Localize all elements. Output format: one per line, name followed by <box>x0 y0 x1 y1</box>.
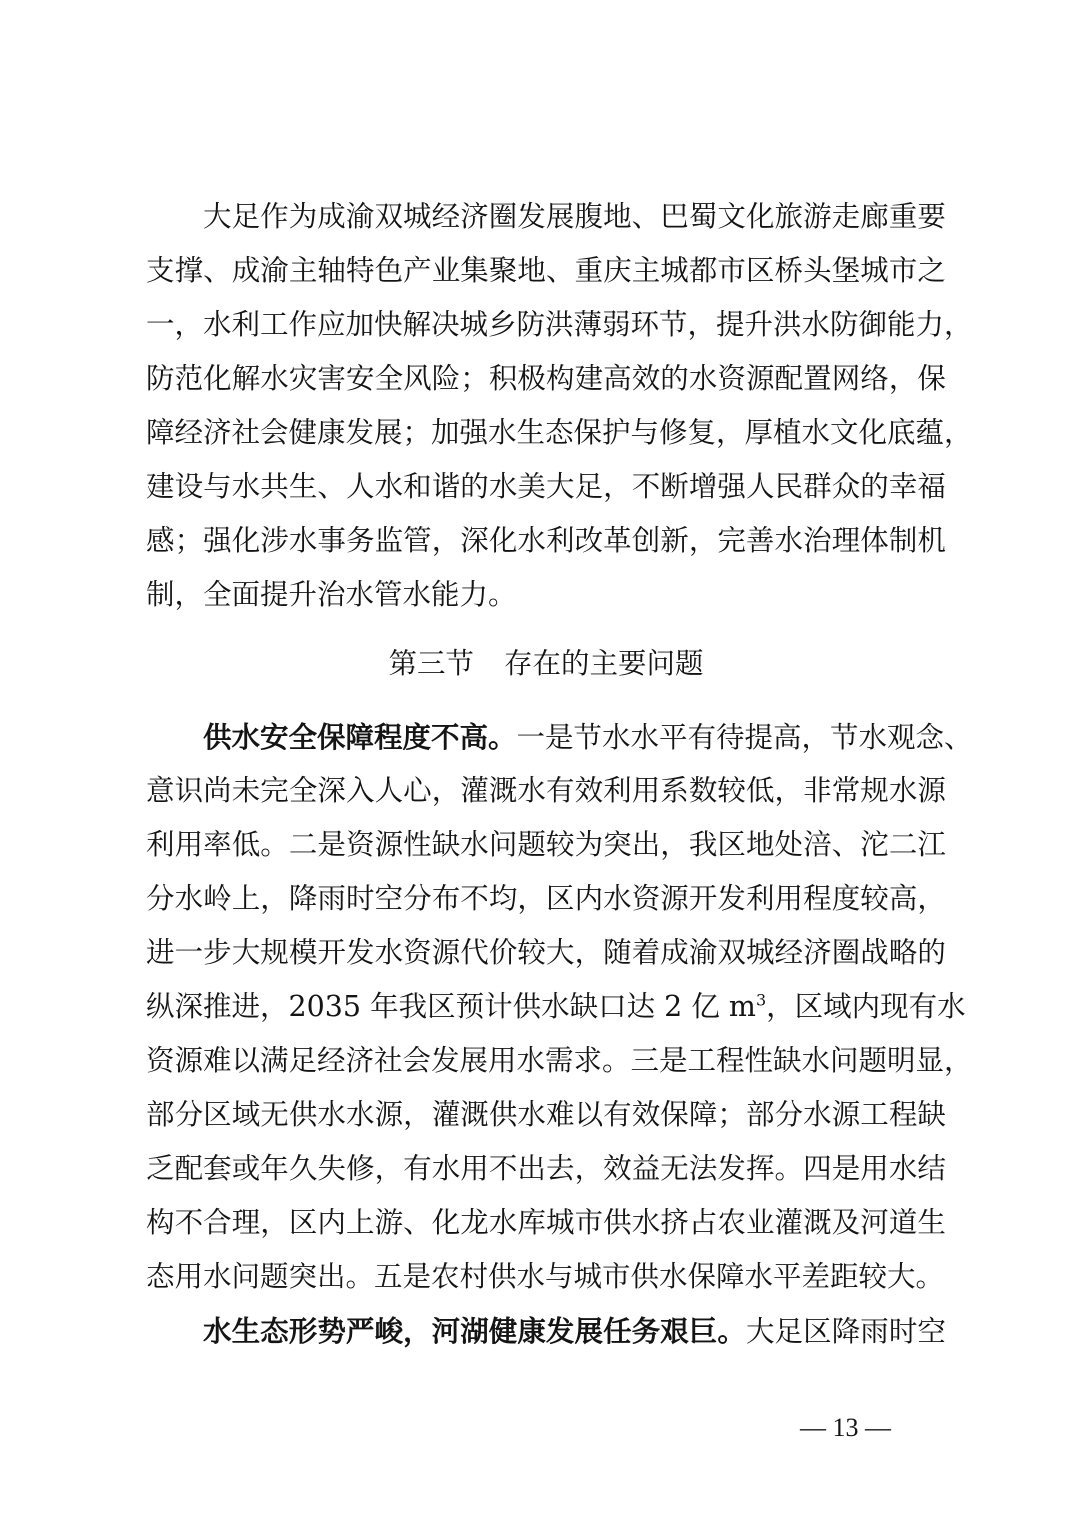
para3-lead: 水生态形势严峻，河湖健康发展任务艰巨。 <box>203 1314 746 1348</box>
page-number: — 13 — <box>800 1413 891 1442</box>
section-title: 存在的主要问题 <box>504 647 704 680</box>
para2-line-7: 资源难以满足经济社会发展用水需求。三是工程性缺水问题明显， <box>146 1044 973 1077</box>
para2 <box>146 710 973 1304</box>
para2-line-11: 态用水问题突出。五是农村供水与城市供水保障水平差距较大。 <box>146 1260 945 1293</box>
para1-line-2: 支撑、成渝主轴特色产业集聚地、重庆主城都市区桥头堡城市之 <box>146 254 946 287</box>
para2-line-2: 意识尚未完全深入人心，灌溉水有效利用系数较低，非常规水源 <box>146 774 946 807</box>
para1-line-7: 感；强化涉水事务监管，深化水利改革创新，完善水治理体制机 <box>146 524 946 557</box>
para2-line-8: 部分区域无供水水源，灌溉供水难以有效保障；部分水源工程缺 <box>146 1098 946 1131</box>
para1-line-8: 制，全面提升治水管水能力。 <box>146 578 517 611</box>
para1-text: 大足作为成渝双城经济圈发展腹地、巴蜀文化旅游走廊重要 <box>203 200 946 233</box>
para1-line-4: 防范化解水灾害安全风险；积极构建高效的水资源配置网络，保 <box>146 362 946 395</box>
section-number: 第三节 <box>388 647 474 680</box>
para1-line-6: 建设与水共生、人水和谐的水美大足，不断增强人民群众的幸福 <box>146 470 946 503</box>
para2-lead: 供水安全保障程度不高。 <box>203 720 517 754</box>
para1-line-1 <box>146 190 946 244</box>
para1-line-5: 障经济社会健康发展；加强水生态保护与修复，厚植水文化底蕴， <box>146 416 973 449</box>
para2-line-1: 供水安全保障程度不高。一是节水水平有待提高，节水观念、 <box>203 720 973 754</box>
body-text <box>146 190 973 1358</box>
para1-line-3: 一，水利工作应加快解决城乡防洪薄弱环节，提升洪水防御能力， <box>146 308 973 341</box>
para2-line-6: 纵深推进，2035 年我区预计供水缺口达 2 亿 $m^3$，区域内现有水 <box>146 990 966 1023</box>
section-heading <box>146 630 946 700</box>
para2-line-10: 构不合理，区内上游、化龙水库城市供水挤占农业灌溉及河道生 <box>146 1206 946 1239</box>
para2-line-3: 利用率低。二是资源性缺水问题较为突出，我区地处涪、沱二江 <box>146 828 946 861</box>
para2-line-4: 分水岭上，降雨时空分布不均，区内水资源开发利用程度较高， <box>146 882 946 915</box>
para3-line-1: 水生态形势严峻，河湖健康发展任务艰巨。大足区降雨时空 <box>203 1314 946 1348</box>
para2-line-9: 乏配套或年久失修，有水用不出去，效益无法发挥。四是用水结 <box>146 1152 946 1185</box>
para2-line-5: 进一步大规模开发水资源代价较大，随着成渝双城经济圈战略的 <box>146 936 946 969</box>
